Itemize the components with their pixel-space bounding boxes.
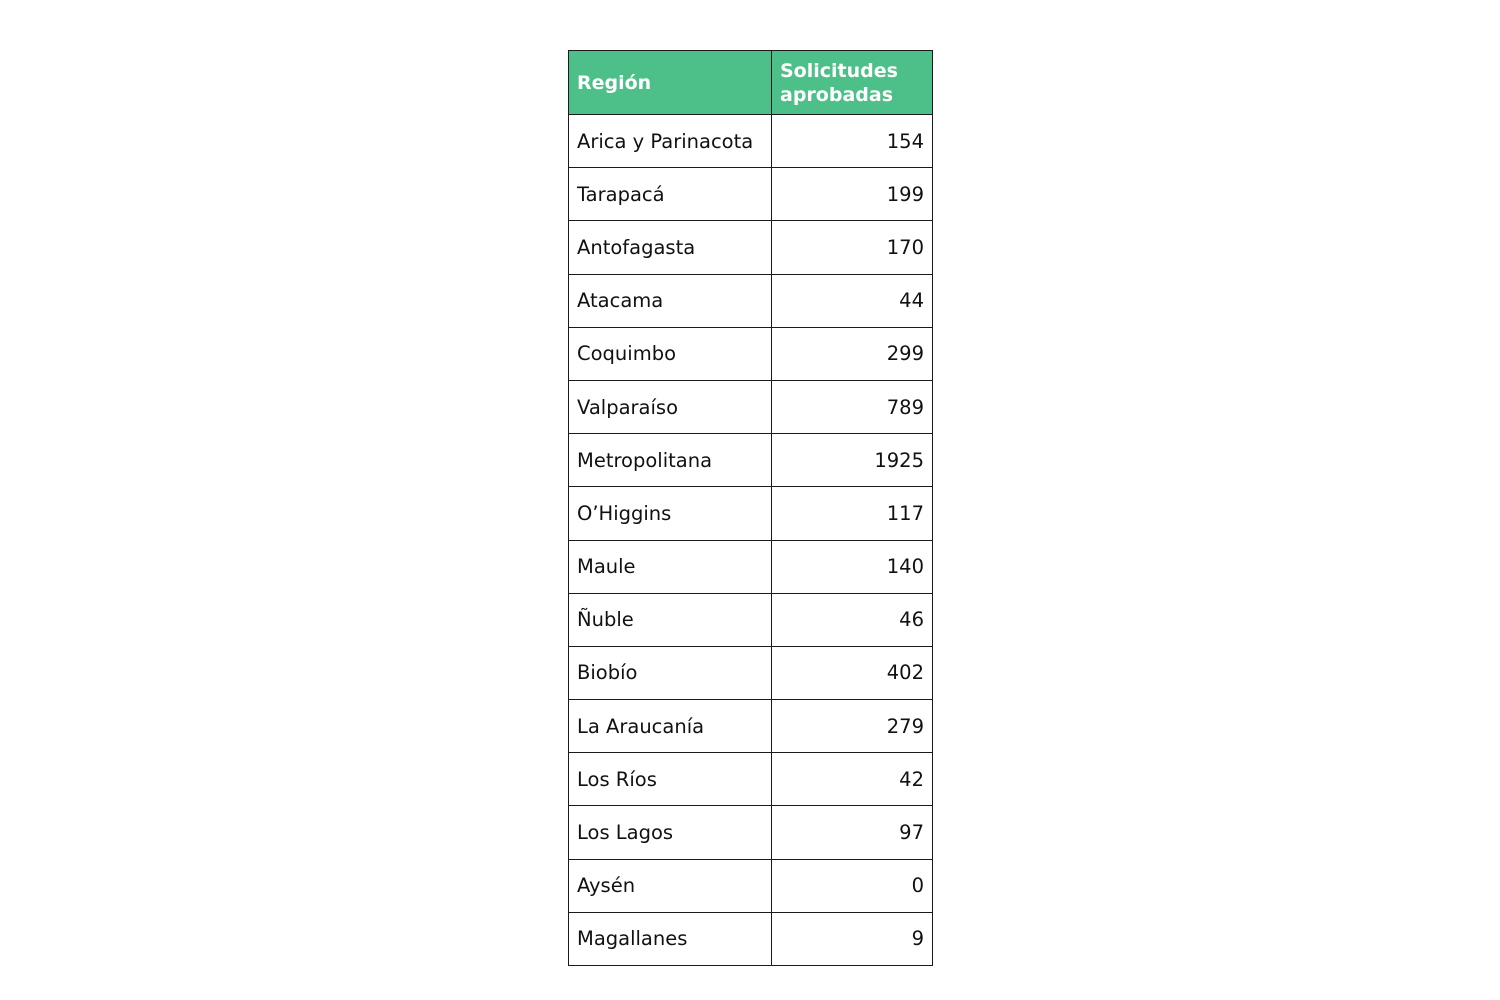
region-name-cell: Magallanes	[569, 912, 772, 965]
region-name-cell: Atacama	[569, 274, 772, 327]
table-row	[569, 327, 933, 380]
table-row	[569, 646, 933, 699]
table-row	[569, 274, 933, 327]
data-table	[568, 50, 933, 966]
region-name-cell: Tarapacá	[569, 168, 772, 221]
approved-requests-cell: 299	[772, 327, 933, 380]
header-row	[569, 51, 933, 115]
region-name-cell: Arica y Parinacota	[569, 115, 772, 168]
approved-requests-cell: 46	[772, 593, 933, 646]
region-name-cell: Metropolitana	[569, 434, 772, 487]
approved-requests-cell: 0	[772, 859, 933, 912]
table-row	[569, 540, 933, 593]
region-name-cell: Biobío	[569, 646, 772, 699]
table-row	[569, 168, 933, 221]
region-name-cell: Antofagasta	[569, 221, 772, 274]
table-row	[569, 700, 933, 753]
table-row	[569, 806, 933, 859]
region-name-cell: Maule	[569, 540, 772, 593]
approved-requests-cell: 170	[772, 221, 933, 274]
approved-requests-cell: 789	[772, 380, 933, 433]
region-name-cell: La Araucanía	[569, 700, 772, 753]
table-row	[569, 593, 933, 646]
approved-requests-cell: 42	[772, 753, 933, 806]
approved-requests-cell: 97	[772, 806, 933, 859]
table-row	[569, 487, 933, 540]
approved-requests-cell: 9	[772, 912, 933, 965]
table-row	[569, 753, 933, 806]
column-header-approved-requests: Solicitudes aprobadas	[772, 51, 933, 115]
region-name-cell: Coquimbo	[569, 327, 772, 380]
table-row	[569, 380, 933, 433]
approved-requests-cell: 154	[772, 115, 933, 168]
table-row	[569, 859, 933, 912]
table-row	[569, 434, 933, 487]
region-name-cell: Los Lagos	[569, 806, 772, 859]
table-body	[569, 115, 933, 966]
region-name-cell: Ñuble	[569, 593, 772, 646]
approved-requests-cell: 402	[772, 646, 933, 699]
table-row	[569, 221, 933, 274]
approved-requests-cell: 199	[772, 168, 933, 221]
approved-requests-cell: 140	[772, 540, 933, 593]
region-name-cell: Valparaíso	[569, 380, 772, 433]
approved-requests-cell: 44	[772, 274, 933, 327]
approved-requests-cell: 279	[772, 700, 933, 753]
approved-requests-cell: 1925	[772, 434, 933, 487]
region-name-cell: Aysén	[569, 859, 772, 912]
approved-requests-cell: 117	[772, 487, 933, 540]
table-row	[569, 115, 933, 168]
region-name-cell: Los Ríos	[569, 753, 772, 806]
table-row	[569, 912, 933, 965]
region-name-cell: O’Higgins	[569, 487, 772, 540]
column-header-region: Región	[569, 51, 772, 115]
